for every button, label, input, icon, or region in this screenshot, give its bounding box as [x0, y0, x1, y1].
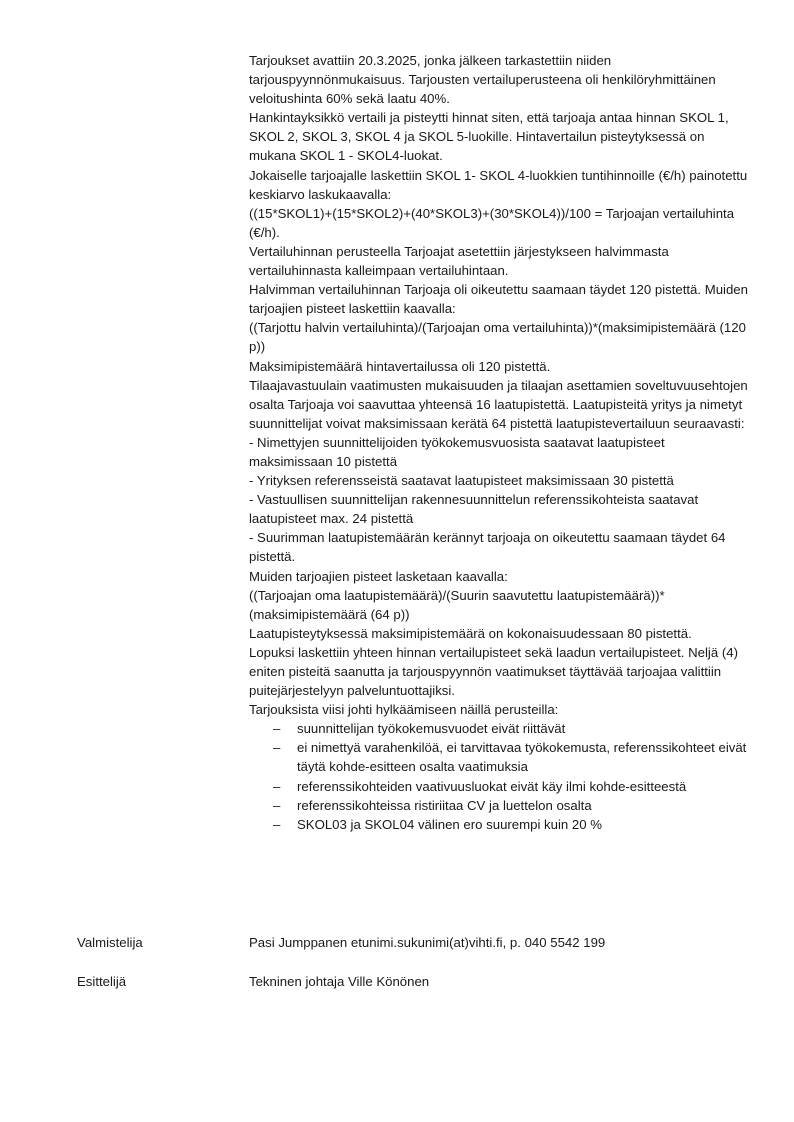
paragraph-weighted-average: Jokaiselle tarjoajalle laskettiin SKOL 1- SKOL 4-luokkien tuntihinnoille (€/h) painotettu keskiarvo laskukaavalla: — [249, 167, 748, 202]
list-item: – referenssikohteissa ristiriitaa CV ja luettelon osalta — [249, 796, 749, 815]
paragraph-quality-experience: - Nimettyjen suunnittelijoiden työkokemusvuosista saatavat laatupisteet maksimissaan 10 pistettä — [249, 434, 665, 469]
paragraph-formula-price: ((15*SKOL1)+(15*SKOL2)+(40*SKOL3)+(30*SKOL4))/100 = Tarjoajan vertailuhinta (€/h). — [249, 205, 735, 240]
paragraph-final-selection: Lopuksi laskettiin yhteen hinnan vertailupisteet sekä laadun vertailupisteet. Neljä (4) eniten pisteitä saanutta ja tarjouspyynnön vaatimukset täyttävää tarjoajaa valittiin puitejärjestelyyn palveluntuottajiksi. — [249, 644, 738, 699]
paragraph-bids-opened: Tarjoukset avattiin 20.3.2025, jonka jälkeen tarkastettiin niiden tarjouspyynnönmukaisuus. Tarjousten vertailuperusteena oli henkilöryhmittäinen veloitushinta 60% sekä laatu 40%. — [249, 53, 716, 107]
dash-marker: – — [273, 740, 281, 756]
list-item: – SKOL03 ja SKOL04 välinen ero suurempi kuin 20 % — [249, 815, 749, 834]
paragraph-quality-max: - Suurimman laatupistemäärän kerännyt tarjoaja on oikeutettu saamaan täydet 64 pistettä. — [249, 530, 726, 565]
list-item: – ei nimettyä varahenkilöä, ei tarvittavaa työkokemusta, referenssikohteet eivät täytä kohde-esitteen osalta vaatimuksia — [273, 740, 747, 775]
paragraph-quality-structural: - Vastuullisen suunnittelijan rakennesuunnittelun referenssikohteista saatavat laatupisteet max. 24 pistettä — [249, 492, 699, 527]
paragraph-quality-formula: ((Tarjoajan oma laatupistemäärä)/(Suurin saavutettu laatupistemäärä))*(maksimipistemäärä (64 p)) — [249, 587, 665, 622]
presenter-label: Esittelijä — [77, 974, 127, 989]
dash-marker: – — [273, 816, 281, 832]
paragraph-rejections-intro: Tarjouksista viisi johti hylkäämiseen näillä perusteilla: — [249, 702, 559, 718]
list-item: – referenssikohteiden vaativuusluokat eivät käy ilmi kohde-esitteestä — [249, 777, 749, 796]
dash-marker: – — [273, 721, 281, 737]
presenter-value: Tekninen johtaja Ville Könönen — [249, 974, 430, 989]
rejection-reasons-list — [249, 719, 749, 834]
paragraph-ranking: Vertailuhinnan perusteella Tarjoajat asetettiin järjestykseen halvimmasta vertailuhinnasta kalleimpaan vertailuhintaan. — [249, 243, 669, 279]
dash-marker: – — [273, 797, 281, 813]
paragraph-cheapest: Halvimman vertailuhinnan Tarjoaja oli oikeutettu saamaan täydet 120 pistettä. Muiden tarjoajien pisteet laskettiin kaavalla: — [249, 282, 748, 317]
list-item: – suunnittelijan työkokemusvuodet eivät riittävät — [249, 719, 749, 738]
preparer-label: Valmistelija — [77, 935, 143, 950]
decision-body — [249, 51, 749, 834]
paragraph-formula-others: ((Tarjottu halvin vertailuhinta)/(Tarjoajan oma vertailuhinta))*(maksimipistemäärä (120 p)) — [249, 320, 746, 355]
dash-marker: – — [273, 778, 281, 794]
paragraph-quality-references: - Yrityksen referensseistä saatavat laatupisteet maksimissaan 30 pistettä — [249, 473, 674, 489]
paragraph-quality-total: Laatupisteytyksessä maksimipistemäärä on kokonaisuudessaan 80 pistettä. — [249, 625, 692, 641]
paragraph-price-scoring: Hankintayksikkö vertaili ja pisteytti hinnat siten, että tarjoaja antaa hinnan SKOL 1, SKOL 2, SKOL 3, SKOL 4 ja SKOL 5-luokille. Hintavertailun pisteytyksessä on mukana SKOL 1 - SKOL4-luokat. — [249, 110, 729, 164]
paragraph-max-price-points: Maksimipistemäärä hintavertailussa oli 120 pistettä. — [249, 358, 551, 374]
paragraph-quality-formula-intro: Muiden tarjoajien pisteet lasketaan kaavalla: — [249, 568, 508, 584]
preparer-value: Pasi Jumppanen etunimi.sukunimi(at)vihti.fi, p. 040 5542 199 — [249, 935, 606, 950]
paragraph-quality-intro: Tilaajavastuulain vaatimusten mukaisuuden ja tilaajan asettamien soveltuvuusehtojen osalta Tarjoaja voi saavuttaa yhteensä 16 laatupistettä. Laatupisteitä yritys ja nimetyt suunnittelijat voivat maksimissaan kerätä 64 pistettä laatupistevertailuun seuraavasti: — [249, 377, 748, 431]
